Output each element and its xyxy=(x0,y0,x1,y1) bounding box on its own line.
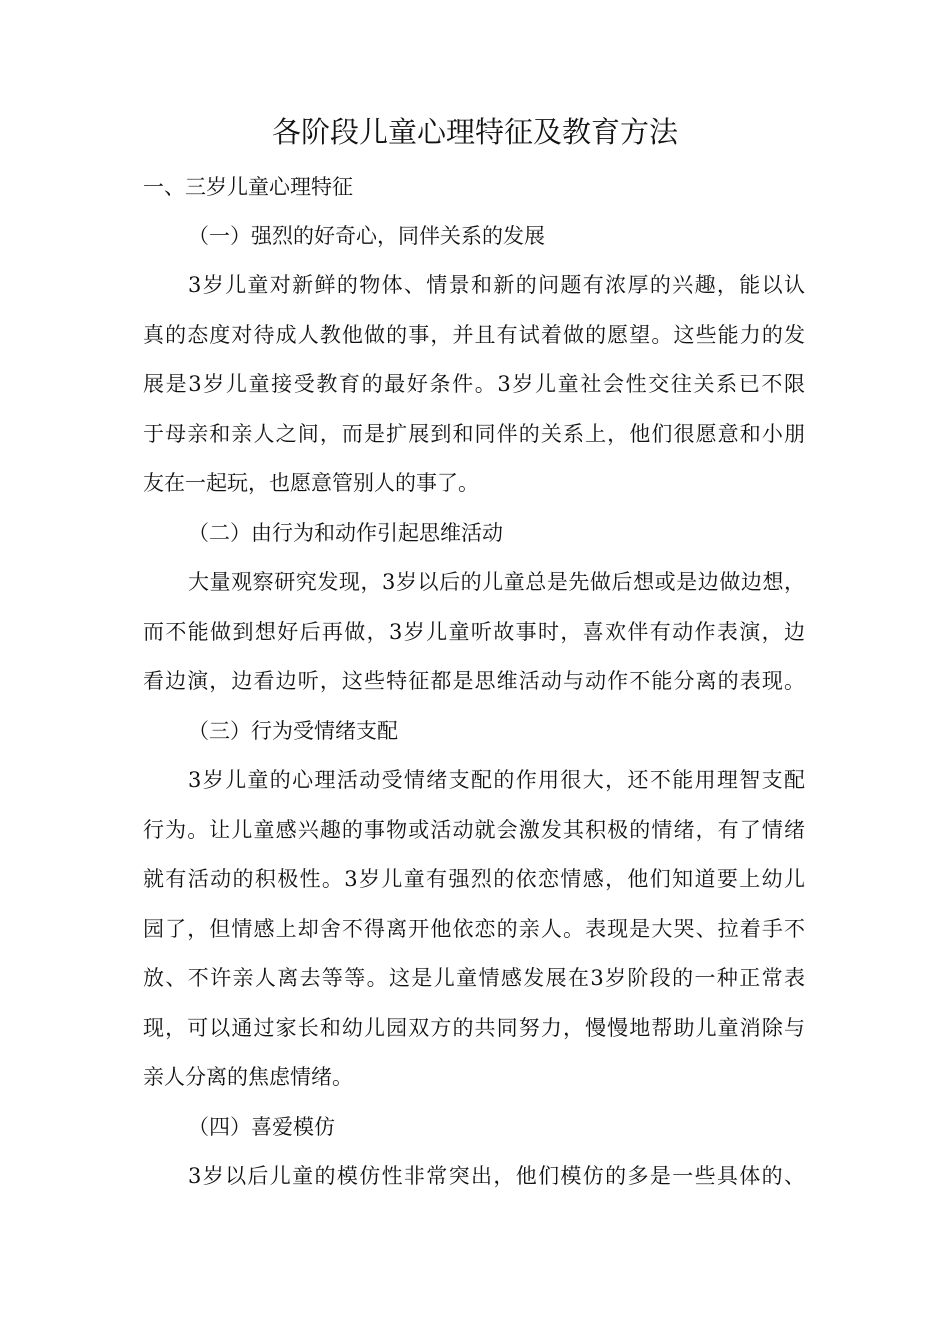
paragraph-line: 园了，但情感上却舍不得离开他依恋的亲人。表现是大哭、拉着手不 xyxy=(143,917,805,941)
paragraph-line: 放、不许亲人离去等等。这是儿童情感发展在3岁阶段的一种正常表 xyxy=(143,966,805,990)
paragraph-line: 真的态度对待成人教他做的事，并且有试着做的愿望。这些能力的发 xyxy=(143,323,805,347)
paragraph-line: 看边演，边看边听，这些特征都是思维活动与动作不能分离的表现。 xyxy=(143,669,805,693)
paragraph-line: 就有活动的积极性。3岁儿童有强烈的依恋情感，他们知道要上幼儿 xyxy=(143,867,805,891)
subsection-heading: （一）强烈的好奇心，同伴关系的发展 xyxy=(188,224,545,248)
section-heading: 一、三岁儿童心理特征 xyxy=(143,175,353,199)
paragraph-line: 行为。让儿童感兴趣的事物或活动就会激发其积极的情绪，有了情绪 xyxy=(143,818,805,842)
paragraph-line: 展是3岁儿童接受教育的最好条件。3岁儿童社会性交往关系已不限 xyxy=(143,372,805,396)
paragraph-line: 于母亲和亲人之间，而是扩展到和同伴的关系上，他们很愿意和小朋 xyxy=(143,422,805,446)
paragraph-line: 亲人分离的焦虑情绪。 xyxy=(143,1065,353,1089)
paragraph-line: 3岁以后儿童的模仿性非常突出，他们模仿的多是一些具体的、 xyxy=(188,1164,805,1188)
paragraph-line: 大量观察研究发现，3岁以后的儿童总是先做后想或是边做边想， xyxy=(188,570,805,594)
paragraph-line: 而不能做到想好后再做，3岁儿童听故事时，喜欢伴有动作表演，边 xyxy=(143,620,805,644)
subsection-heading: （四）喜爱模仿 xyxy=(188,1115,335,1139)
subsection-heading: （三）行为受情绪支配 xyxy=(188,719,398,743)
paragraph-line: 3岁儿童的心理活动受情绪支配的作用很大，还不能用理智支配 xyxy=(188,768,805,792)
subsection-heading: （二）由行为和动作引起思维活动 xyxy=(188,521,503,545)
paragraph-line: 3岁儿童对新鲜的物体、情景和新的问题有浓厚的兴趣，能以认 xyxy=(188,273,805,297)
paragraph-line: 现，可以通过家长和幼儿园双方的共同努力，慢慢地帮助儿童消除与 xyxy=(143,1016,805,1040)
paragraph-line: 友在一起玩，也愿意管别人的事了。 xyxy=(143,471,479,495)
document-title: 各阶段儿童心理特征及教育方法 xyxy=(271,115,678,149)
